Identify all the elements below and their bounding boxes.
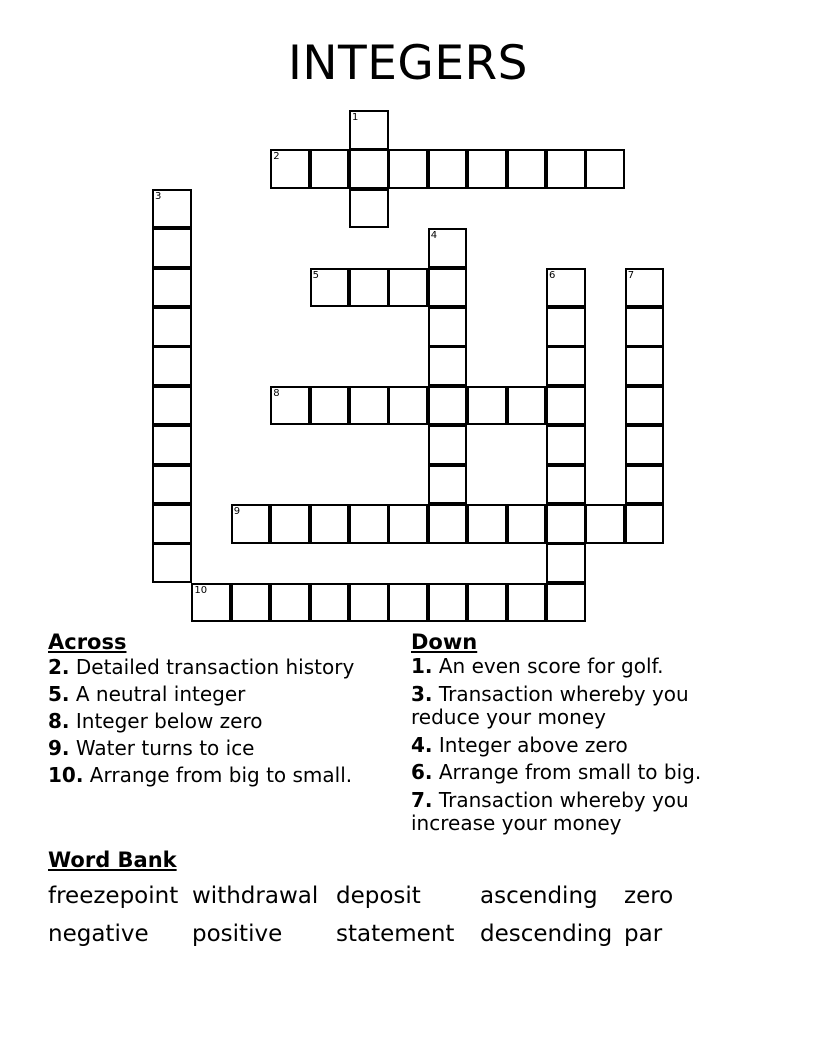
cell-number: 1 (352, 112, 359, 123)
grid-cell[interactable] (310, 583, 350, 623)
grid-cell[interactable] (546, 307, 586, 347)
clue-text: Integer below zero (75, 709, 263, 733)
grid-cell[interactable] (546, 425, 586, 465)
grid-cell[interactable] (625, 307, 665, 347)
clue-number: 4. (411, 732, 433, 757)
cell-number: 3 (155, 190, 162, 202)
page-title: INTEGERS (287, 36, 529, 91)
across-clue-10 (48, 763, 388, 787)
word-bank-item: par (624, 921, 663, 947)
across-clue-2 (48, 655, 388, 679)
grid-cell[interactable] (467, 583, 507, 623)
grid-cell[interactable] (270, 583, 310, 623)
grid-cell[interactable] (152, 228, 192, 268)
grid-cell[interactable] (507, 149, 547, 189)
grid-cell[interactable] (152, 307, 192, 347)
grid-cell[interactable] (467, 149, 507, 189)
grid-cell[interactable] (349, 583, 389, 623)
word-bank-heading: Word Bank (48, 848, 177, 872)
word-bank-item: zero (624, 883, 674, 909)
clue-text: A neutral integer (75, 682, 246, 706)
grid-cell[interactable] (546, 504, 586, 544)
grid-cell[interactable] (546, 149, 586, 189)
clue-text: Detailed transaction history (75, 655, 355, 679)
grid-cell[interactable] (507, 504, 547, 544)
grid-cell[interactable] (388, 386, 428, 426)
grid-cell[interactable] (152, 425, 192, 465)
clue-number: 2. (48, 655, 70, 679)
word-bank-item: deposit (336, 883, 421, 909)
grid-cell[interactable] (467, 504, 507, 544)
clue-number: 10. (48, 763, 84, 787)
clue-number: 8. (48, 709, 70, 733)
clue-text: Arrange from small to big. (438, 760, 702, 784)
grid-cell[interactable] (349, 386, 389, 426)
grid-cell[interactable] (428, 149, 468, 189)
grid-cell[interactable] (428, 465, 468, 505)
clue-number: 1. (411, 654, 433, 678)
grid-cell[interactable] (270, 504, 310, 544)
word-bank-item: freezepoint (48, 883, 179, 909)
word-bank-item: withdrawal (192, 883, 319, 909)
word-bank-item: positive (192, 921, 283, 947)
clue-number: 3. (411, 681, 433, 706)
grid-cell[interactable] (191, 583, 231, 623)
cell-number: 8 (273, 387, 280, 399)
word-bank-item: descending (480, 921, 613, 947)
grid-cell[interactable] (152, 465, 192, 505)
grid-cell[interactable] (625, 465, 665, 505)
clue-number: 7. (411, 787, 433, 812)
down-clue-3 (411, 683, 751, 730)
clue-text: An even score for golf. (438, 654, 664, 678)
word-bank-item: negative (48, 921, 149, 947)
down-heading: Down (411, 630, 478, 654)
cell-number: 5 (312, 269, 319, 281)
grid-cell[interactable] (388, 583, 428, 623)
clue-text: Integer above zero (438, 732, 628, 757)
across-clue-5 (48, 682, 388, 706)
grid-cell[interactable] (428, 425, 468, 465)
down-clue-4 (411, 734, 751, 758)
grid-cell[interactable] (625, 504, 665, 544)
grid-cell[interactable] (152, 504, 192, 544)
clue-text: Transaction whereby you increase your money (411, 787, 689, 835)
grid-cell[interactable] (152, 268, 192, 308)
clue-number: 9. (48, 736, 70, 760)
cell-number: 7 (627, 269, 635, 281)
clue-text: Transaction whereby you reduce your money (411, 681, 689, 729)
across-heading: Across (48, 630, 127, 654)
grid-cell[interactable] (428, 583, 468, 623)
grid-cell[interactable] (388, 149, 428, 189)
down-clue-6 (411, 761, 751, 785)
grid-cell[interactable] (310, 268, 350, 308)
grid-cell[interactable] (546, 543, 586, 583)
grid-cell[interactable] (625, 346, 665, 386)
grid-cell[interactable] (467, 386, 507, 426)
grid-cell[interactable] (349, 110, 389, 150)
grid-cell[interactable] (388, 268, 428, 308)
clue-text: Water turns to ice (75, 736, 255, 760)
across-clue-9 (48, 736, 388, 760)
grid-cell[interactable] (152, 346, 192, 386)
grid-cell[interactable] (428, 504, 468, 544)
grid-cell[interactable] (310, 149, 350, 189)
grid-cell[interactable] (546, 346, 586, 386)
cell-number: 10 (194, 584, 208, 596)
cell-number: 6 (549, 269, 556, 281)
grid-cell[interactable] (310, 504, 350, 544)
grid-cell[interactable] (388, 504, 428, 544)
grid-cell[interactable] (428, 346, 468, 386)
grid-cell[interactable] (231, 583, 271, 623)
grid-cell[interactable] (507, 386, 547, 426)
across-clues (48, 629, 388, 790)
grid-cell[interactable] (625, 425, 665, 465)
grid-cell[interactable] (585, 149, 625, 189)
grid-cell[interactable] (546, 583, 586, 623)
clue-number: 6. (411, 760, 433, 784)
grid-cell[interactable] (428, 386, 468, 426)
cell-number: 9 (233, 506, 241, 517)
word-bank-item: ascending (480, 883, 598, 909)
grid-cell[interactable] (585, 504, 625, 544)
across-clue-8 (48, 709, 388, 733)
down-clue-1 (411, 655, 751, 679)
clue-text: Arrange from big to small. (89, 763, 353, 787)
grid-cell[interactable] (546, 268, 586, 308)
clue-number: 5. (48, 682, 70, 706)
grid-cell[interactable] (349, 189, 389, 229)
grid-cell[interactable] (428, 228, 468, 268)
grid-cell[interactable] (507, 583, 547, 623)
grid-cell[interactable] (310, 386, 350, 426)
grid-cell[interactable] (625, 386, 665, 426)
grid-cell[interactable] (349, 504, 389, 544)
grid-cell[interactable] (231, 504, 271, 544)
word-bank-item: statement (336, 921, 455, 947)
grid-cell[interactable] (546, 386, 586, 426)
cell-number: 4 (430, 230, 438, 242)
down-clues (411, 629, 751, 840)
grid-cell[interactable] (152, 189, 192, 229)
grid-cell[interactable] (152, 386, 192, 426)
grid-cell[interactable] (349, 268, 389, 308)
grid-cell[interactable] (349, 149, 389, 189)
grid-cell[interactable] (270, 386, 310, 426)
grid-cell[interactable] (428, 268, 468, 308)
grid-cell[interactable] (625, 268, 665, 308)
grid-cell[interactable] (152, 543, 192, 583)
down-clue-7 (411, 789, 751, 836)
grid-cell[interactable] (270, 149, 310, 189)
grid-cell[interactable] (546, 465, 586, 505)
cell-number: 2 (273, 151, 280, 163)
grid-cell[interactable] (428, 307, 468, 347)
